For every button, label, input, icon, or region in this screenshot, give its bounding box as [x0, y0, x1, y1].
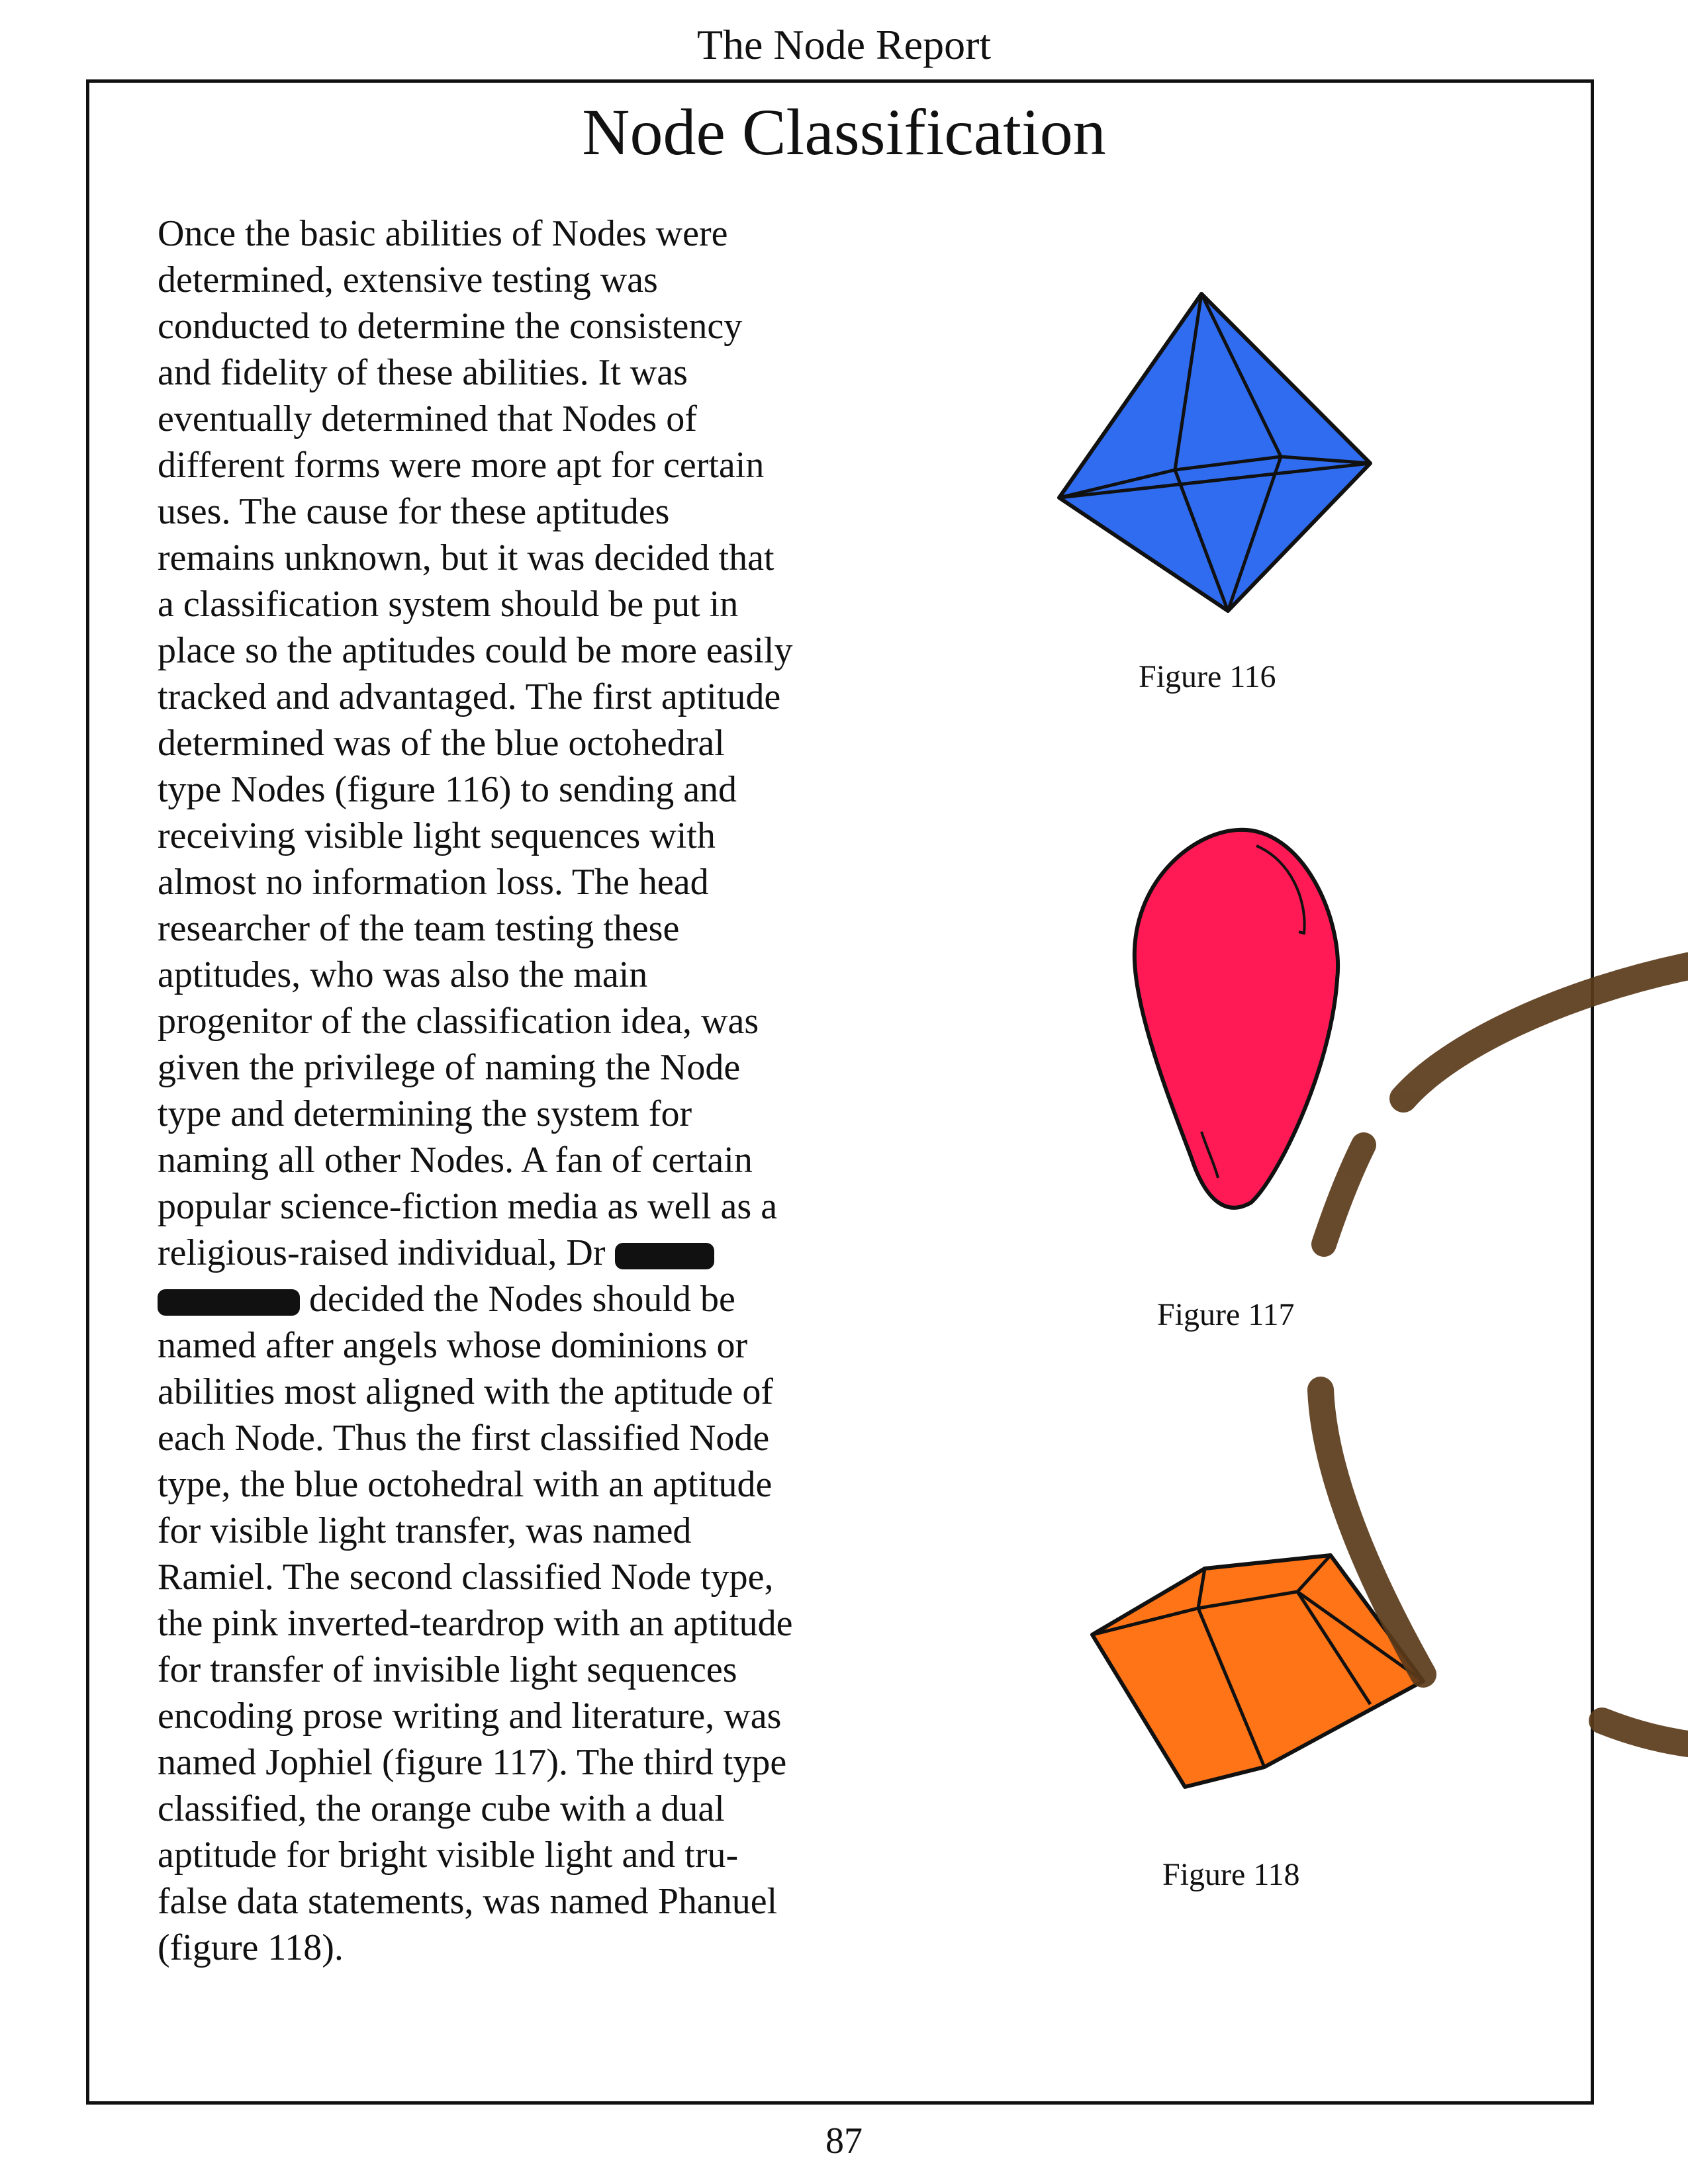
- page-number: 87: [825, 2120, 863, 2161]
- body-paragraph: [158, 210, 793, 1971]
- body-text-part-1: Once the basic abilities of Nodes were determined, extensive testing was conducted to determine the consistency and fidelity of these abilities. It was eventually determined that Nodes of different forms were more apt for certain uses. The cause for these aptitudes remains unknown, but it was decided that a classification system should be put in place so the aptitudes could be more easily tracked and advantaged. The first aptitude determined was of the blue octohedral type Nodes (figure 116) to sending and receiving visible light sequences with almost no information loss. The head researcher of the team testing these aptitudes, who was also the main progenitor of the classification idea, was given the privilege of naming the Node type and determining the system for naming all other Nodes. A fan of certain popular science-fiction media as well as a religious-raised individual, Dr: [158, 213, 793, 1273]
- redaction-mark-1: [615, 1243, 714, 1269]
- redaction-mark-2: [158, 1289, 300, 1316]
- page-title: Node Classification: [582, 95, 1106, 169]
- figure-116-caption: Figure 116: [1139, 659, 1276, 694]
- coffee-stain: [1284, 940, 1688, 1770]
- figure-117-caption: Figure 117: [1157, 1297, 1295, 1332]
- figure-118-caption: Figure 118: [1162, 1857, 1300, 1892]
- body-text-part-2: decided the Nodes should be named after angels whose dominions or abilities most aligned with the aptitude of each Node. Thus the first classified Node type, the blue octohedral with an aptitude for visible light transfer, was named Ramiel. The second classified Node type, the pink inverted-teardrop with an aptitude for transfer of invisible light sequences encoding prose writing and literature, was named Jophiel (figure 117). The third type classified, the orange cube with a dual aptitude for bright visible light and tru-false data statements, was named Phanuel (figure 118).: [158, 1279, 793, 1968]
- running-header: The Node Report: [696, 21, 992, 68]
- figure-116-octahedron: [1053, 285, 1383, 615]
